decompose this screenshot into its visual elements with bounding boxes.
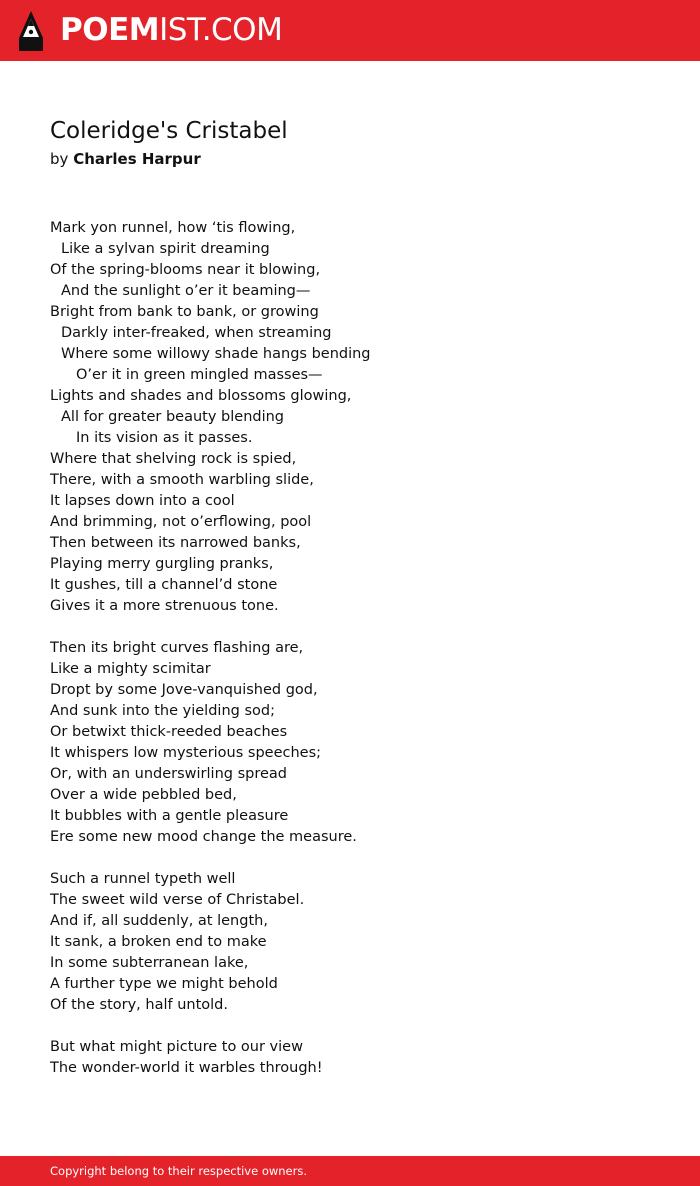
poem-line: It whispers low mysterious speeches; (50, 745, 322, 761)
site-footer (0, 1156, 700, 1186)
logo-text-bold: POEM (60, 12, 160, 48)
poem-line: It lapses down into a cool (50, 493, 235, 509)
poem-line: Where that shelving rock is spied, (50, 451, 297, 467)
byline-label: by (50, 150, 69, 168)
poem-line: And sunk into the yielding sod; (50, 703, 275, 719)
poem-line: The wonder-world it warbles through! (50, 1060, 323, 1076)
poem-line: Bright from bank to bank, or growing (50, 304, 319, 320)
poem-line: Playing merry gurgling pranks, (50, 556, 274, 572)
poem-line: Or betwixt thick-reeded beaches (50, 724, 288, 740)
poem-line: And if, all suddenly, at length, (50, 913, 268, 929)
poem-line: It gushes, till a channel’d stone (50, 577, 278, 593)
poem-line: But what might picture to our view (50, 1039, 303, 1055)
poem-line: Or, with an underswirling spread (50, 766, 287, 782)
poem-line: It sank, a broken end to make (50, 934, 267, 950)
poem-line: Where some willowy shade hangs bending (61, 346, 371, 362)
poem-body (50, 218, 660, 1100)
poem-line: Of the spring-blooms near it blowing, (50, 262, 321, 278)
poem-title: Coleridge's Cristabel (50, 118, 288, 144)
poem-author: Charles Harpur (73, 150, 201, 168)
poem-line: In some subterranean lake, (50, 955, 249, 971)
site-logo-link[interactable] (18, 9, 282, 52)
poem-line: It bubbles with a gentle pleasure (50, 808, 289, 824)
poem-line: Of the story, half untold. (50, 997, 229, 1013)
poem-line: All for greater beauty blending (61, 409, 285, 425)
pen-nib-icon (18, 10, 44, 52)
site-logo-text (60, 9, 282, 52)
poem-line: Gives it a more strenuous tone. (50, 598, 279, 614)
poem-line: Like a mighty scimitar (50, 661, 211, 677)
poem-line: And brimming, not o’erflowing, pool (50, 514, 312, 530)
poem-heading (50, 115, 660, 170)
poem-line: Then its bright curves flashing are, (50, 640, 304, 656)
poem-line: The sweet wild verse of Christabel. (50, 892, 305, 908)
poem-line: Like a sylvan spirit dreaming (61, 241, 270, 257)
poem-line: Dropt by some Jove-vanquished god, (50, 682, 318, 698)
poem-line: And the sunlight o’er it beaming— (61, 283, 311, 299)
poem-line: Darkly inter-freaked, when streaming (61, 325, 332, 341)
logo-text-light: IST.COM (159, 12, 283, 48)
poem-line: A further type we might behold (50, 976, 278, 992)
poem-line: There, with a smooth warbling slide, (50, 472, 314, 488)
poem-stanza (50, 218, 660, 617)
poem-stanza (50, 869, 660, 1016)
poem-stanza (50, 1037, 660, 1079)
poem-line: O’er it in green mingled masses— (76, 367, 323, 383)
copyright-text: Copyright belong to their respective owners. (50, 1164, 308, 1178)
poem-line: In its vision as it passes. (76, 430, 253, 446)
poem-line: Then between its narrowed banks, (50, 535, 301, 551)
poem-line: Ere some new mood change the measure. (50, 829, 357, 845)
poem-byline (50, 148, 660, 170)
poem-line: Lights and shades and blossoms glowing, (50, 388, 352, 404)
poem-line: Such a runnel typeth well (50, 871, 236, 887)
site-header (0, 0, 700, 61)
poem-line: Mark yon runnel, how ‘tis flowing, (50, 220, 296, 236)
poem-line: Over a wide pebbled bed, (50, 787, 237, 803)
poem-stanza (50, 638, 660, 848)
